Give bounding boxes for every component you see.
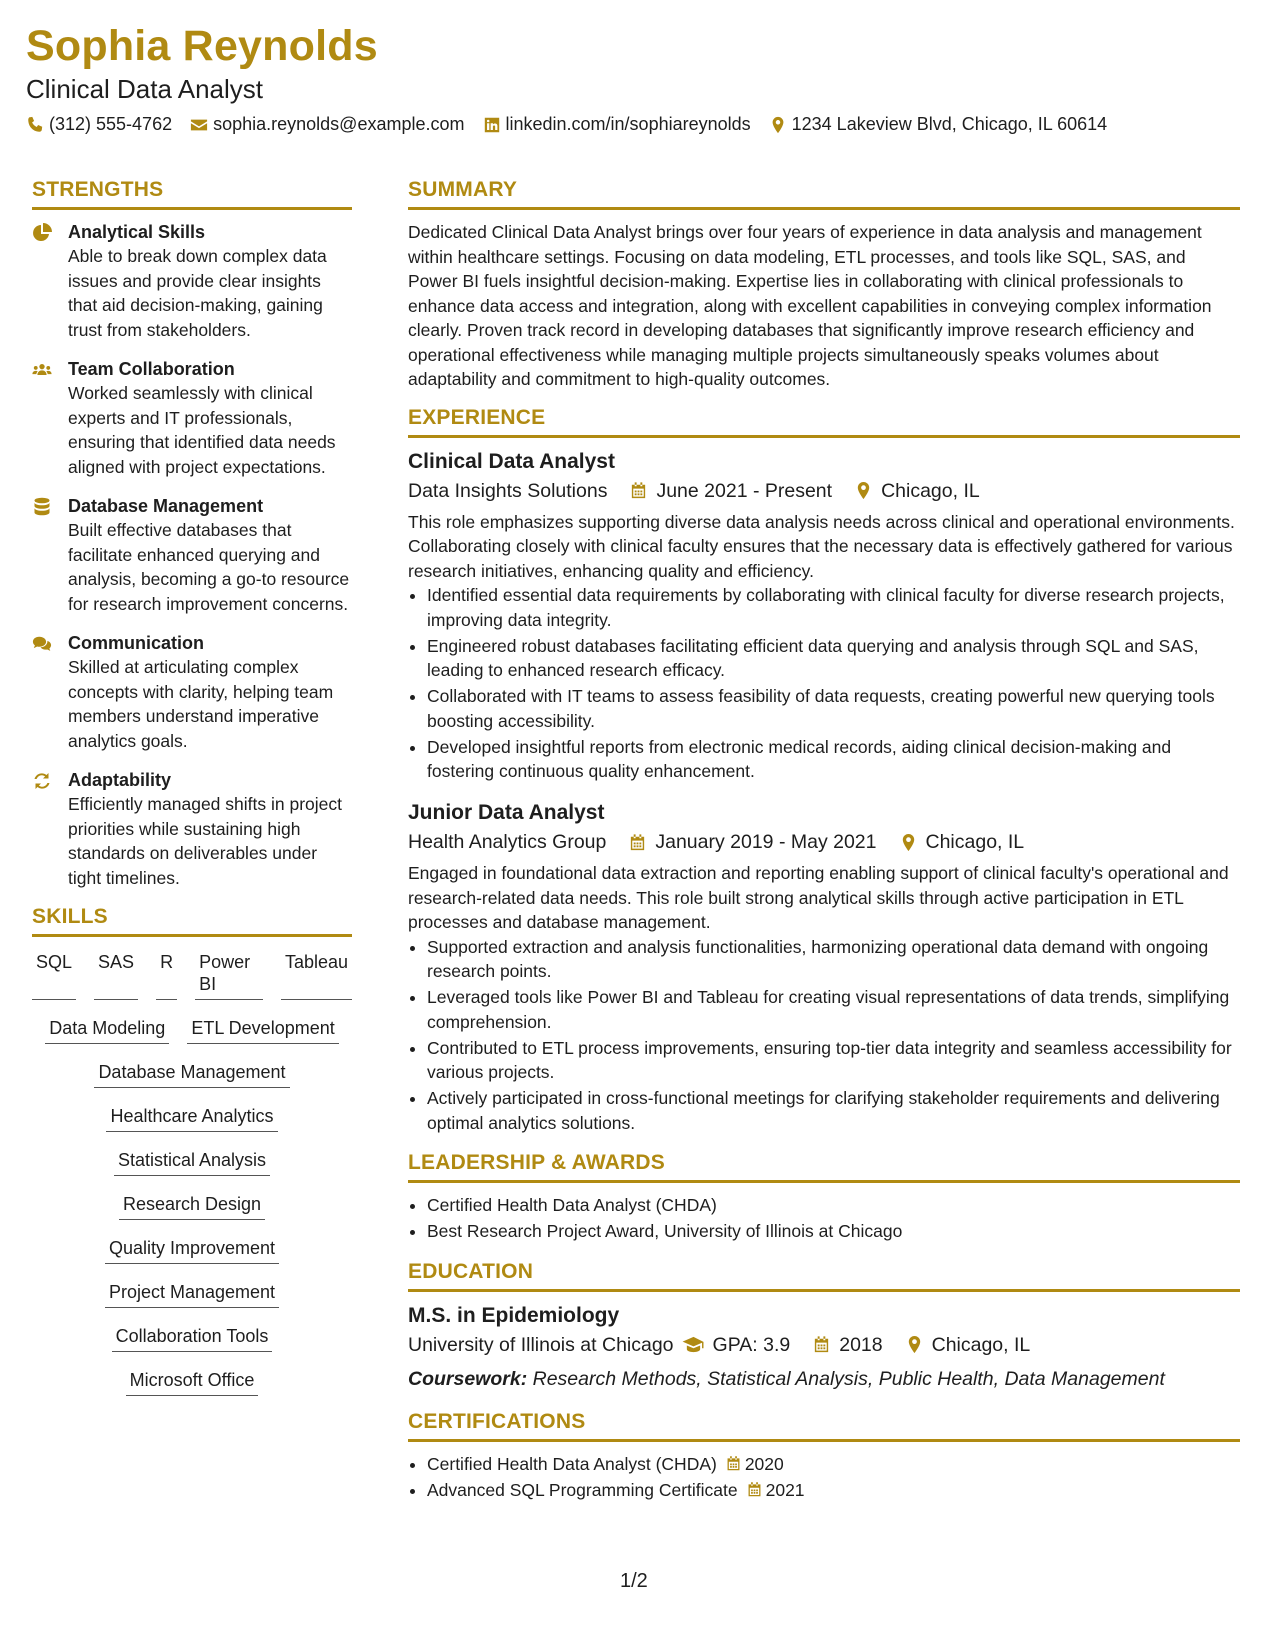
contact-linkedin[interactable] (483, 114, 751, 135)
graduation-cap-icon (682, 1335, 705, 1354)
cert-year: 2021 (765, 1479, 805, 1500)
experience-heading: EXPERIENCE (408, 406, 1240, 438)
skill-tag: ETL Development (187, 1017, 338, 1044)
skill-tag: Project Management (105, 1281, 279, 1308)
list-item: • Leveraged tools like Power BI and Tableau for creating visual representations of data trends, simplifying comprehension. (427, 985, 1240, 1034)
map-marker-icon (769, 116, 787, 134)
job-dates: January 2019 - May 2021 (655, 831, 877, 853)
skill-tag: Power BI (195, 951, 263, 1000)
list-item: • Supported extraction and analysis functionalities, harmonizing operational data demand with ongoing research points. (427, 935, 1240, 984)
awards-heading: LEADERSHIP & AWARDS (408, 1151, 1240, 1183)
coursework-label: Coursework: (408, 1367, 528, 1390)
sync-icon (32, 771, 52, 791)
phone-text: (312) 555-4762 (49, 114, 173, 134)
strength-title: Communication (68, 633, 205, 653)
calendar-icon (812, 1335, 831, 1354)
contact-phone[interactable] (26, 114, 172, 135)
strength-item (32, 768, 352, 890)
strength-item (32, 357, 352, 479)
contact-email[interactable] (190, 114, 464, 135)
job-bullets (408, 935, 1240, 1136)
comments-icon (32, 634, 52, 654)
map-marker-icon (905, 1335, 924, 1354)
education-meta (408, 1330, 1240, 1360)
list-item: • Engineered robust databases facilitating efficient data querying and analysis through SQL and SAS, leading to enhanced research efficacy. (427, 634, 1240, 683)
job-dates: June 2021 - Present (656, 479, 833, 502)
strength-desc: Efficiently managed shifts in project priorities while sustaining high standards on deliverables under tight timelines. (68, 794, 342, 888)
skill-tag: SQL (32, 951, 76, 1000)
summary-text: Dedicated Clinical Data Analyst brings over four years of experience in data analysis and management within healthcare settings. Focusing on data modeling, ETL processes, and tools like SQL, SAS, and Power BI fuels insightful decision-making. Expertise lies in collaborating with clinical professionals to enhance data access and integration, along with excellent capabilities in conveying complex information clearly. Proven track record in developing databases that significantly improve research efficiency and operational effectiveness while managing multiple projects simultaneously speaks volumes about adaptability and commitment to high-quality outcomes. (408, 222, 1212, 389)
job-description: Engaged in foundational data extraction and reporting enabling support of clinical faculty's operational and research-related data needs. This role built strong analytical skills through active participation in ETL processes and database management. (408, 863, 1229, 932)
list-item: • Contributed to ETL process improvements, ensuring top-tier data integrity and seamless accessibility for various projects. (427, 1036, 1240, 1085)
job-entry (408, 799, 1240, 1135)
summary-heading: SUMMARY (408, 178, 1240, 210)
candidate-name: Sophia Reynolds (26, 22, 378, 70)
candidate-title: Clinical Data Analyst (26, 74, 263, 104)
degree: M.S. in Epidemiology (408, 1303, 620, 1327)
skill-tag: Statistical Analysis (114, 1149, 270, 1176)
cert-year: 2020 (744, 1453, 784, 1474)
contact-bar (26, 114, 1107, 135)
cert-name: • Certified Health Data Analyst (CHDA) (427, 1453, 717, 1474)
database-icon (32, 497, 52, 517)
skill-tag: Data Modeling (45, 1017, 169, 1044)
job-location: Chicago, IL (925, 831, 1025, 853)
skill-tag: R (156, 951, 177, 1000)
strength-desc: Skilled at articulating complex concepts with clarity, helping team members understand imperative analytics goals. (68, 657, 334, 751)
calendar-icon (628, 833, 647, 852)
email-text: sophia.reynolds@example.com (213, 114, 465, 134)
list-item (427, 1478, 1240, 1503)
envelope-icon (190, 116, 208, 134)
coursework-text: Research Methods, Statistical Analysis, Public Health, Data Management (532, 1367, 1165, 1390)
list-item: • Identified essential data requirements by collaborating with clinical faculty for diverse research projects, improving data integrity. (427, 583, 1240, 632)
job-bullets (408, 583, 1240, 784)
certifications-list (408, 1452, 1240, 1503)
strength-title: Database Management (68, 496, 264, 516)
strength-desc: Worked seamlessly with clinical experts and IT professionals, ensuring that identified data needs aligned with project expectations. (68, 383, 336, 477)
job-location: Chicago, IL (881, 479, 980, 502)
address-text: 1234 Lakeview Blvd, Chicago, IL 60614 (791, 114, 1108, 134)
strength-item (32, 494, 352, 616)
contact-address (769, 114, 1108, 135)
skill-tag: Collaboration Tools (112, 1325, 273, 1352)
skill-tag: Tableau (281, 951, 352, 1000)
list-item (427, 1452, 1240, 1477)
skill-tag: Healthcare Analytics (106, 1105, 277, 1132)
list-item: • Best Research Project Award, University of Illinois at Chicago (427, 1219, 1240, 1244)
map-marker-icon (899, 833, 918, 852)
company-name: Health Analytics Group (408, 831, 607, 853)
job-meta (408, 476, 1240, 506)
coursework (408, 1364, 1240, 1394)
pie-chart-icon (32, 223, 52, 243)
linkedin-icon (483, 116, 501, 134)
strength-item (32, 220, 352, 342)
awards-list (408, 1193, 1240, 1244)
strength-desc: Able to break down complex data issues and provide clear insights that aid decision-making, gaining trust from stakeholders. (68, 246, 327, 340)
skill-tag: Microsoft Office (126, 1369, 259, 1396)
calendar-icon (746, 1481, 763, 1498)
strength-title: Adaptability (68, 770, 172, 790)
school-location: Chicago, IL (931, 1333, 1031, 1356)
skill-tag: Database Management (94, 1061, 289, 1088)
list-item: • Certified Health Data Analyst (CHDA) (427, 1193, 1240, 1218)
school-name: University of Illinois at Chicago (408, 1333, 674, 1356)
strength-title: Analytical Skills (68, 222, 206, 242)
certifications-heading: CERTIFICATIONS (408, 1410, 1240, 1442)
skill-tag: SAS (94, 951, 138, 1000)
calendar-icon (725, 1455, 742, 1472)
skill-tag: Quality Improvement (105, 1237, 279, 1264)
strengths-heading: STRENGTHS (32, 178, 352, 210)
gpa: GPA: 3.9 (712, 1333, 791, 1356)
linkedin-text: linkedin.com/in/sophiareynolds (505, 114, 751, 134)
right-column (408, 178, 1240, 1504)
page-number: 1/2 (620, 1570, 648, 1592)
education-heading: EDUCATION (408, 1260, 1240, 1292)
skill-tag: Research Design (119, 1193, 265, 1220)
phone-icon (26, 116, 44, 134)
strength-item (32, 631, 352, 753)
list-item: • Developed insightful reports from electronic medical records, aiding clinical decision-making and fostering continuous quality enhancement. (427, 735, 1240, 784)
graduation-year: 2018 (839, 1333, 883, 1356)
strength-title: Team Collaboration (68, 359, 235, 379)
skills-heading: SKILLS (32, 905, 352, 937)
list-item: • Actively participated in cross-functional meetings for clarifying stakeholder requirements and delivering optimal analytics solutions. (427, 1086, 1240, 1135)
users-icon (32, 360, 52, 380)
job-description: This role emphasizes supporting diverse data analysis needs across clinical and operational environments. Collaborating closely with clinical faculty ensures that the necessary data is effectively gathered for various research initiatives, enhancing quality and efficiency. (408, 511, 1235, 581)
job-meta (408, 827, 1240, 857)
map-marker-icon (854, 481, 873, 500)
list-item: • Collaborated with IT teams to assess feasibility of data requests, creating powerful new querying tools boosting accessibility. (427, 684, 1240, 733)
job-title: Clinical Data Analyst (408, 449, 615, 473)
strength-desc: Built effective databases that facilitate enhanced querying and analysis, becoming a go-to resource for research improvement concerns. (68, 520, 350, 614)
skills-list (32, 951, 352, 1396)
calendar-icon (629, 481, 648, 500)
job-title: Junior Data Analyst (408, 801, 605, 824)
cert-name: • Advanced SQL Programming Certificate (427, 1479, 738, 1500)
left-column (32, 178, 352, 1413)
company-name: Data Insights Solutions (408, 479, 608, 502)
job-entry (408, 448, 1240, 784)
